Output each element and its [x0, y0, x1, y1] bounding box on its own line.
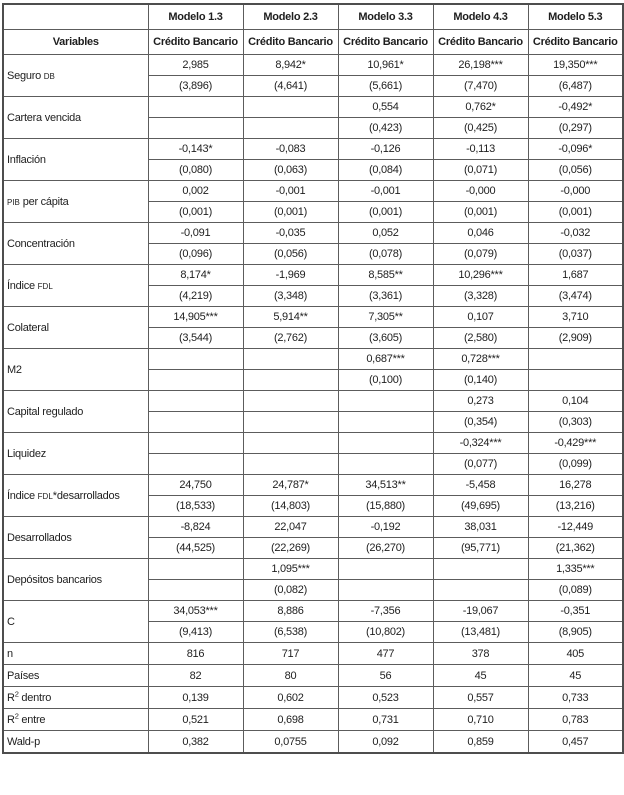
stderr-cell: [148, 580, 243, 601]
column-subheader-credito-bancario-2: Crédito Bancario: [243, 30, 338, 55]
stat-value-cell: 82: [148, 665, 243, 687]
variable-row-coef-concentracion: [3, 223, 623, 244]
variable-label-indice-fdl: Índice FDL: [3, 265, 148, 307]
stderr-cell: (0,084): [338, 160, 433, 181]
coefficient-cell: 0,052: [338, 223, 433, 244]
stat-label-wald-p: Wald-p: [3, 731, 148, 754]
coefficient-cell: -0,000: [528, 181, 623, 202]
stderr-cell: (3,348): [243, 286, 338, 307]
stat-value-cell: 816: [148, 643, 243, 665]
variable-row-coef-inflacion: [3, 139, 623, 160]
stat-value-cell: 0,0755: [243, 731, 338, 754]
stderr-cell: (0,001): [148, 202, 243, 223]
stat-value-cell: 80: [243, 665, 338, 687]
coefficient-cell: 1,335***: [528, 559, 623, 580]
variable-row-coef-pib-per-capita: [3, 181, 623, 202]
corner-empty-cell: [3, 4, 148, 30]
coefficient-cell: [148, 433, 243, 454]
stat-value-cell: 45: [528, 665, 623, 687]
coefficient-cell: 38,031: [433, 517, 528, 538]
stderr-cell: (0,082): [243, 580, 338, 601]
coefficient-cell: -5,458: [433, 475, 528, 496]
coefficient-cell: [243, 433, 338, 454]
column-header-model-1: Modelo 1.3: [148, 4, 243, 30]
stderr-cell: (0,297): [528, 118, 623, 139]
stderr-cell: [243, 118, 338, 139]
variable-row-coef-colateral: [3, 307, 623, 328]
coefficient-cell: [433, 559, 528, 580]
coefficient-cell: 8,942*: [243, 55, 338, 76]
coefficient-cell: -0,492*: [528, 97, 623, 118]
stderr-cell: [338, 454, 433, 475]
stat-value-cell: 0,733: [528, 687, 623, 709]
stderr-cell: [148, 370, 243, 391]
variable-row-coef-constante: [3, 601, 623, 622]
stderr-cell: (13,481): [433, 622, 528, 643]
stat-value-cell: 0,859: [433, 731, 528, 754]
stderr-cell: (0,056): [528, 160, 623, 181]
column-header-model-2: Modelo 2.3: [243, 4, 338, 30]
stderr-cell: (0,071): [433, 160, 528, 181]
regression-results-table: [2, 3, 624, 754]
coefficient-cell: -0,083: [243, 139, 338, 160]
stat-value-cell: 0,698: [243, 709, 338, 731]
stderr-cell: (44,525): [148, 538, 243, 559]
variable-row-coef-cartera-vencida: [3, 97, 623, 118]
coefficient-cell: -0,429***: [528, 433, 623, 454]
stderr-cell: [338, 580, 433, 601]
stderr-cell: (0,099): [528, 454, 623, 475]
variables-column-header: Variables: [3, 30, 148, 55]
variable-label-constante: C: [3, 601, 148, 643]
stat-value-cell: 477: [338, 643, 433, 665]
stderr-cell: (0,303): [528, 412, 623, 433]
coefficient-cell: 0,107: [433, 307, 528, 328]
coefficient-cell: -8,824: [148, 517, 243, 538]
stderr-cell: (2,909): [528, 328, 623, 349]
stderr-cell: (3,361): [338, 286, 433, 307]
small-caps-text: FDL: [37, 491, 53, 501]
coefficient-cell: [243, 349, 338, 370]
variable-label-capital-regulado: Capital regulado: [3, 391, 148, 433]
coefficient-cell: 34,513**: [338, 475, 433, 496]
coefficient-cell: 5,914**: [243, 307, 338, 328]
variable-row-coef-capital-regulado: [3, 391, 623, 412]
column-subheader-credito-bancario-4: Crédito Bancario: [433, 30, 528, 55]
stat-value-cell: 0,523: [338, 687, 433, 709]
coefficient-cell: -0,096*: [528, 139, 623, 160]
coefficient-cell: [243, 391, 338, 412]
stat-value-cell: 0,783: [528, 709, 623, 731]
stat-row-n: [3, 643, 623, 665]
stderr-cell: (95,771): [433, 538, 528, 559]
coefficient-cell: -0,000: [433, 181, 528, 202]
stat-value-cell: 0,557: [433, 687, 528, 709]
stderr-cell: [243, 412, 338, 433]
stderr-cell: [528, 370, 623, 391]
coefficient-cell: 0,002: [148, 181, 243, 202]
stderr-cell: (0,077): [433, 454, 528, 475]
variable-label-cartera-vencida: Cartera vencida: [3, 97, 148, 139]
variable-label-indice-fdl-desarrollados: Índice FDL*desarrollados: [3, 475, 148, 517]
stderr-cell: (0,100): [338, 370, 433, 391]
stat-label-r2-entre: $R^2$ entre: [3, 709, 148, 731]
stderr-cell: (8,905): [528, 622, 623, 643]
coefficient-cell: 26,198***: [433, 55, 528, 76]
stat-row-wald-p: [3, 731, 623, 754]
coefficient-cell: -0,035: [243, 223, 338, 244]
coefficient-cell: -0,126: [338, 139, 433, 160]
stderr-cell: (3,896): [148, 76, 243, 97]
header-row-dependent-variable: [3, 30, 623, 55]
coefficient-cell: -19,067: [433, 601, 528, 622]
stderr-cell: (2,580): [433, 328, 528, 349]
coefficient-cell: 1,687: [528, 265, 623, 286]
stderr-cell: (7,470): [433, 76, 528, 97]
small-caps-text: PIB: [7, 197, 20, 207]
stat-value-cell: 56: [338, 665, 433, 687]
variable-row-coef-m2: [3, 349, 623, 370]
stat-value-cell: 0,710: [433, 709, 528, 731]
stderr-cell: (0,001): [243, 202, 338, 223]
coefficient-cell: 0,046: [433, 223, 528, 244]
column-subheader-credito-bancario-1: Crédito Bancario: [148, 30, 243, 55]
stat-value-cell: 0,382: [148, 731, 243, 754]
coefficient-cell: -0,143*: [148, 139, 243, 160]
coefficient-cell: 22,047: [243, 517, 338, 538]
stderr-cell: (5,661): [338, 76, 433, 97]
stderr-cell: [433, 580, 528, 601]
variable-label-liquidez: Liquidez: [3, 433, 148, 475]
small-caps-text: FDL: [37, 281, 53, 291]
coefficient-cell: [338, 433, 433, 454]
stderr-cell: [243, 370, 338, 391]
stderr-cell: (3,605): [338, 328, 433, 349]
column-header-model-3: Modelo 3.3: [338, 4, 433, 30]
variable-label-desarrollados: Desarrollados: [3, 517, 148, 559]
stat-value-cell: 405: [528, 643, 623, 665]
coefficient-cell: -0,001: [243, 181, 338, 202]
stderr-cell: (49,695): [433, 496, 528, 517]
stderr-cell: (0,080): [148, 160, 243, 181]
variable-row-coef-indice-fdl: [3, 265, 623, 286]
column-header-model-5: Modelo 5.3: [528, 4, 623, 30]
stat-value-cell: 378: [433, 643, 528, 665]
coefficient-cell: 8,886: [243, 601, 338, 622]
stderr-cell: (9,413): [148, 622, 243, 643]
stderr-cell: (4,641): [243, 76, 338, 97]
stderr-cell: (2,762): [243, 328, 338, 349]
stat-value-cell: 0,092: [338, 731, 433, 754]
stderr-cell: [148, 412, 243, 433]
coefficient-cell: 0,687***: [338, 349, 433, 370]
coefficient-cell: 8,174*: [148, 265, 243, 286]
stat-value-cell: 45: [433, 665, 528, 687]
stderr-cell: (0,001): [433, 202, 528, 223]
variable-row-coef-seguro-db: [3, 55, 623, 76]
coefficient-cell: 7,305**: [338, 307, 433, 328]
stderr-cell: (18,533): [148, 496, 243, 517]
small-caps-text: DB: [43, 71, 55, 81]
coefficient-cell: 1,095***: [243, 559, 338, 580]
column-header-model-4: Modelo 4.3: [433, 4, 528, 30]
stderr-cell: (0,037): [528, 244, 623, 265]
coefficient-cell: -0,001: [338, 181, 433, 202]
stderr-cell: (0,089): [528, 580, 623, 601]
stderr-cell: (3,328): [433, 286, 528, 307]
stderr-cell: (0,354): [433, 412, 528, 433]
coefficient-cell: 2,985: [148, 55, 243, 76]
stat-label-n: n: [3, 643, 148, 665]
stderr-cell: (10,802): [338, 622, 433, 643]
variable-row-coef-liquidez: [3, 433, 623, 454]
coefficient-cell: 0,762*: [433, 97, 528, 118]
coefficient-cell: 0,273: [433, 391, 528, 412]
coefficient-cell: -0,091: [148, 223, 243, 244]
stat-row-r2-entre: [3, 709, 623, 731]
stderr-cell: (26,270): [338, 538, 433, 559]
stderr-cell: (22,269): [243, 538, 338, 559]
stderr-cell: (14,803): [243, 496, 338, 517]
table-body: [3, 55, 623, 754]
variable-label-inflacion: Inflación: [3, 139, 148, 181]
coefficient-cell: [528, 349, 623, 370]
stderr-cell: (0,056): [243, 244, 338, 265]
coefficient-cell: 34,053***: [148, 601, 243, 622]
variable-label-depositos-bancarios: Depósitos bancarios: [3, 559, 148, 601]
variable-label-pib-per-capita: PIB per cápita: [3, 181, 148, 223]
stderr-cell: (0,423): [338, 118, 433, 139]
stderr-cell: (21,362): [528, 538, 623, 559]
coefficient-cell: [148, 349, 243, 370]
stderr-cell: (0,096): [148, 244, 243, 265]
variable-row-coef-depositos-bancarios: [3, 559, 623, 580]
column-subheader-credito-bancario-5: Crédito Bancario: [528, 30, 623, 55]
stderr-cell: (0,001): [338, 202, 433, 223]
variable-row-coef-indice-fdl-desarrollados: [3, 475, 623, 496]
coefficient-cell: -0,324***: [433, 433, 528, 454]
stderr-cell: (0,425): [433, 118, 528, 139]
header-row-models: [3, 4, 623, 30]
variable-label-seguro-db: Seguro DB: [3, 55, 148, 97]
superscript-text: 2: [14, 688, 19, 698]
stat-row-r2-dentro: [3, 687, 623, 709]
coefficient-cell: 3,710: [528, 307, 623, 328]
coefficient-cell: [338, 559, 433, 580]
coefficient-cell: [148, 97, 243, 118]
stat-value-cell: 0,139: [148, 687, 243, 709]
coefficient-cell: [338, 391, 433, 412]
variable-row-coef-desarrollados: [3, 517, 623, 538]
stat-label-paises: Países: [3, 665, 148, 687]
coefficient-cell: [243, 97, 338, 118]
coefficient-cell: 10,296***: [433, 265, 528, 286]
coefficient-cell: -0,032: [528, 223, 623, 244]
stderr-cell: (15,880): [338, 496, 433, 517]
variable-label-concentracion: Concentración: [3, 223, 148, 265]
stderr-cell: (13,216): [528, 496, 623, 517]
coefficient-cell: 8,585**: [338, 265, 433, 286]
coefficient-cell: 10,961*: [338, 55, 433, 76]
coefficient-cell: 24,787*: [243, 475, 338, 496]
stderr-cell: (0,140): [433, 370, 528, 391]
stat-value-cell: 0,521: [148, 709, 243, 731]
coefficient-cell: 14,905***: [148, 307, 243, 328]
stderr-cell: (0,001): [528, 202, 623, 223]
coefficient-cell: 16,278: [528, 475, 623, 496]
stderr-cell: (0,078): [338, 244, 433, 265]
stderr-cell: [148, 118, 243, 139]
stderr-cell: [148, 454, 243, 475]
stat-value-cell: 717: [243, 643, 338, 665]
stderr-cell: (6,487): [528, 76, 623, 97]
superscript-text: 2: [14, 710, 19, 720]
stat-value-cell: 0,457: [528, 731, 623, 754]
stderr-cell: (6,538): [243, 622, 338, 643]
coefficient-cell: -0,351: [528, 601, 623, 622]
coefficient-cell: 19,350***: [528, 55, 623, 76]
coefficient-cell: 24,750: [148, 475, 243, 496]
coefficient-cell: [148, 559, 243, 580]
coefficient-cell: 0,104: [528, 391, 623, 412]
stderr-cell: (0,079): [433, 244, 528, 265]
stat-value-cell: 0,602: [243, 687, 338, 709]
coefficient-cell: -0,192: [338, 517, 433, 538]
stat-value-cell: 0,731: [338, 709, 433, 731]
stderr-cell: [338, 412, 433, 433]
variable-label-m2: M2: [3, 349, 148, 391]
stat-row-paises: [3, 665, 623, 687]
coefficient-cell: -7,356: [338, 601, 433, 622]
coefficient-cell: -12,449: [528, 517, 623, 538]
column-subheader-credito-bancario-3: Crédito Bancario: [338, 30, 433, 55]
stderr-cell: (4,219): [148, 286, 243, 307]
coefficient-cell: 0,554: [338, 97, 433, 118]
stderr-cell: (3,544): [148, 328, 243, 349]
stderr-cell: (3,474): [528, 286, 623, 307]
stat-label-r2-dentro: $R^2$ dentro: [3, 687, 148, 709]
variable-label-colateral: Colateral: [3, 307, 148, 349]
coefficient-cell: -0,113: [433, 139, 528, 160]
coefficient-cell: [148, 391, 243, 412]
coefficient-cell: 0,728***: [433, 349, 528, 370]
stderr-cell: (0,063): [243, 160, 338, 181]
stderr-cell: [243, 454, 338, 475]
coefficient-cell: -1,969: [243, 265, 338, 286]
